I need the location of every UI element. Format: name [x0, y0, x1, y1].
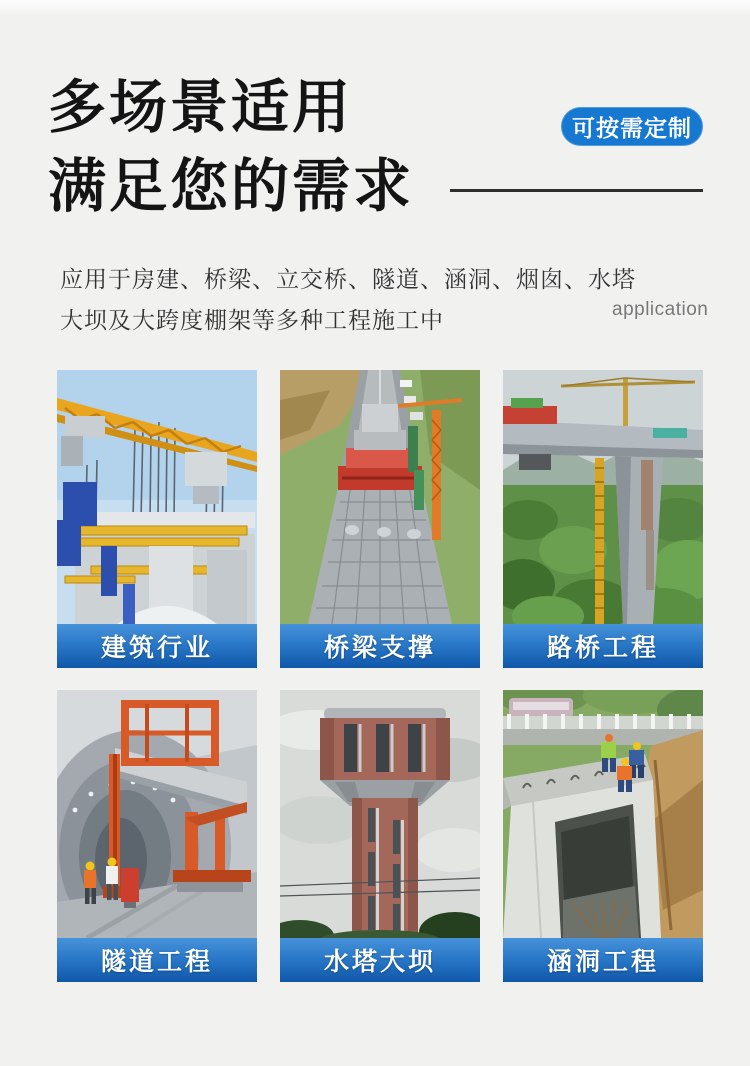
gallery-tile-construction — [57, 370, 257, 668]
bridge-support-illustration — [280, 370, 480, 624]
gallery-tile-water-tower — [280, 690, 480, 982]
title-underline-rule — [450, 189, 703, 192]
concrete-structure — [65, 512, 255, 624]
road-bridge-illustration — [503, 370, 703, 624]
application-description-line2: 大坝及大跨度棚架等多种工程施工中 — [60, 307, 444, 333]
bridge-support-aerial-photo — [280, 370, 480, 624]
tunnel-gantry-photo — [57, 690, 257, 938]
customizable-badge — [561, 107, 703, 146]
water-tower-photo — [280, 690, 480, 938]
caption-construction: 建筑行业 — [57, 624, 257, 668]
caption-road-bridge: 路桥工程 — [503, 624, 703, 668]
water-tank — [320, 708, 450, 806]
application-description-line1: 应用于房建、桥梁、立交桥、隧道、涵洞、烟囱、水塔 — [60, 266, 636, 292]
construction-site-illustration — [57, 370, 257, 624]
gallery-tile-bridge-support — [280, 370, 480, 668]
yellow-hoist — [595, 458, 604, 624]
gallery-tile-culvert — [503, 690, 703, 982]
application-description — [60, 259, 636, 341]
culvert-box — [503, 754, 661, 938]
page-title-line1: 多场景适用 — [48, 75, 354, 140]
gallery-tile-tunnel — [57, 690, 257, 982]
caption-tunnel: 隧道工程 — [57, 938, 257, 982]
water-tower-illustration — [280, 690, 480, 938]
caption-water-tower: 水塔大坝 — [280, 938, 480, 982]
construction-site-photo — [57, 370, 257, 624]
top-fade-divider — [0, 0, 750, 16]
customizable-badge-label: 可按需定制 — [572, 115, 692, 141]
page-title-line2: 满足您的需求 — [48, 154, 415, 219]
tower-shaft — [352, 798, 418, 938]
page-title — [48, 68, 414, 226]
application-watermark-label: application — [612, 299, 709, 320]
scenario-gallery — [57, 370, 703, 982]
caption-culvert: 涵洞工程 — [503, 938, 703, 982]
caption-bridge-support: 桥梁支撑 — [280, 624, 480, 668]
road-bridge-valley-photo — [503, 370, 703, 624]
tunnel-illustration — [57, 690, 257, 938]
culvert-photo — [503, 690, 703, 938]
culvert-illustration — [503, 690, 703, 938]
gallery-tile-road-bridge — [503, 370, 703, 668]
